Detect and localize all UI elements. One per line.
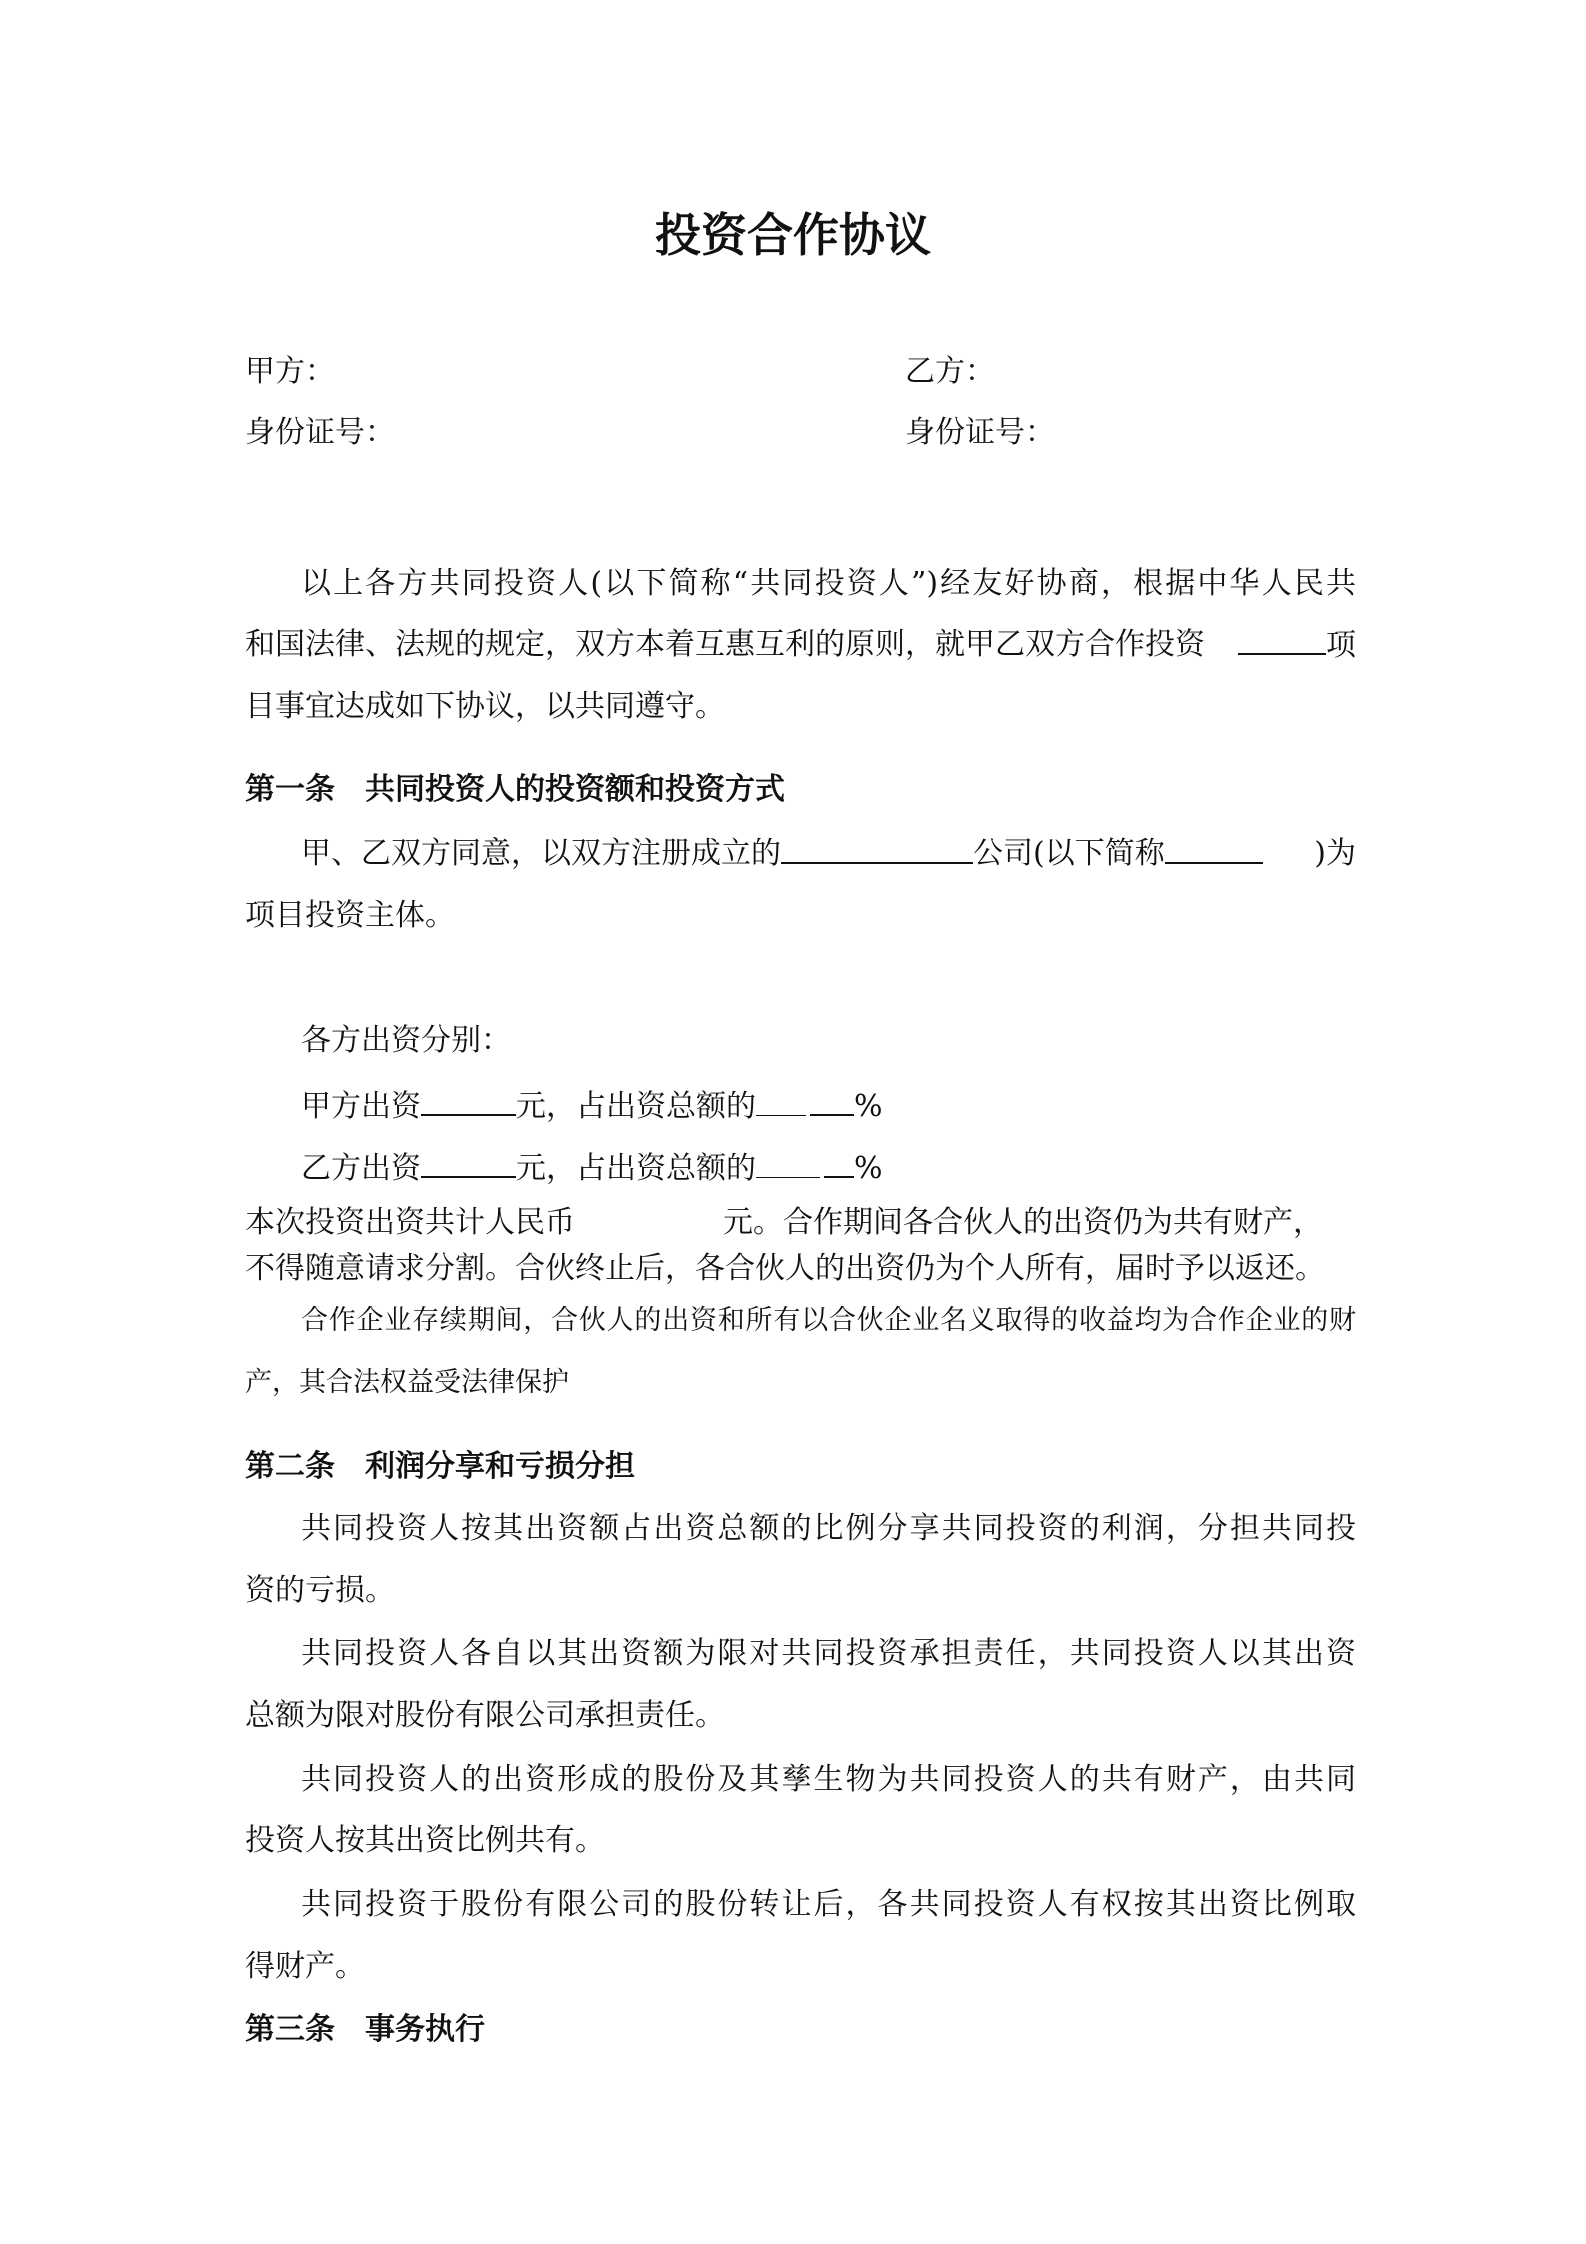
text: 元。合作期间各合伙人的出资仍为共有财产，: [723, 1205, 1323, 1240]
article-1-line: [245, 834, 1356, 874]
company-name-blank[interactable]: [781, 834, 973, 864]
party-a-contribution: [245, 1086, 1356, 1127]
intro-text: 项: [1326, 628, 1356, 663]
property-line: 产，其合法权益受法律保护: [245, 1367, 569, 1398]
article-1-heading: 第一条 共同投资人的投资额和投资方式: [245, 772, 785, 807]
party-b-percent-blank-2[interactable]: [824, 1148, 854, 1178]
article-2-line: 得财产。: [245, 1949, 365, 1984]
total-amount-space[interactable]: [575, 1203, 723, 1243]
article-2-line: 投资人按其出资比例共有。: [245, 1823, 605, 1858]
party-a-amount-blank[interactable]: [421, 1086, 516, 1116]
intro-line: 目事宜达成如下协议，以共同遵守。: [245, 689, 725, 724]
text: 甲、乙双方同意，以双方注册成立的: [301, 836, 781, 871]
intro-line: 以上各方共同投资人(以下简称“共同投资人”)经友好协商，根据中华人民共: [301, 566, 1356, 601]
party-a-label: 甲方：: [245, 354, 335, 389]
party-a-percent-blank[interactable]: [756, 1087, 806, 1116]
party-b-amount-blank[interactable]: [421, 1148, 516, 1178]
total-line: [245, 1203, 1356, 1243]
text: 元，占出资总额的: [516, 1089, 756, 1124]
text: 乙方出资: [301, 1151, 421, 1186]
article-2-line: 总额为限对股份有限公司承担责任。: [245, 1698, 725, 1733]
intro-line: [245, 625, 1356, 666]
text: %: [854, 1089, 883, 1124]
article-2-line: 共同投资人按其出资额占出资总额的比例分享共同投资的利润，分担共同投: [301, 1511, 1356, 1546]
text: )为: [1314, 836, 1356, 871]
project-blank[interactable]: [1238, 625, 1326, 655]
text: 公司(以下简称: [973, 836, 1165, 871]
total-line: 不得随意请求分割。合伙终止后，各合伙人的出资仍为个人所有，届时予以返还。: [245, 1251, 1325, 1286]
property-line: 合作企业存续期间，合伙人的出资和所有以合伙企业名义取得的收益均为合作企业的财: [301, 1305, 1356, 1336]
text: 本次投资出资共计人民币: [245, 1205, 575, 1240]
text: %: [854, 1151, 883, 1186]
party-b-percent-blank[interactable]: [756, 1149, 820, 1178]
party-a-id-label: 身份证号：: [245, 415, 395, 450]
intro-text: 和国法律、法规的规定，双方本着互惠互利的原则，就甲乙双方合作投资: [245, 627, 1205, 662]
text: 甲方出资: [301, 1089, 421, 1124]
text: 元，占出资总额的: [516, 1151, 756, 1186]
article-1-line: 项目投资主体。: [245, 898, 455, 933]
contrib-label: 各方出资分别：: [301, 1023, 511, 1058]
article-2-heading: 第二条 利润分享和亏损分担: [245, 1449, 635, 1484]
party-b-id-label: 身份证号：: [905, 415, 1055, 450]
short-name-blank[interactable]: [1165, 834, 1263, 864]
article-2-line: 共同投资人各自以其出资额为限对共同投资承担责任，共同投资人以其出资: [301, 1636, 1356, 1671]
party-b-contribution: [245, 1148, 1356, 1189]
article-2-line: 共同投资人的出资形成的股份及其孳生物为共同投资人的共有财产，由共同: [301, 1762, 1356, 1797]
party-a-percent-blank-2[interactable]: [810, 1086, 854, 1116]
party-b-label: 乙方：: [905, 354, 995, 389]
document-title: 投资合作协议: [655, 208, 931, 262]
article-2-line: 共同投资于股份有限公司的股份转让后，各共同投资人有权按其出资比例取: [301, 1887, 1356, 1922]
article-2-line: 资的亏损。: [245, 1573, 395, 1608]
article-3-heading: 第三条 事务执行: [245, 2012, 485, 2047]
